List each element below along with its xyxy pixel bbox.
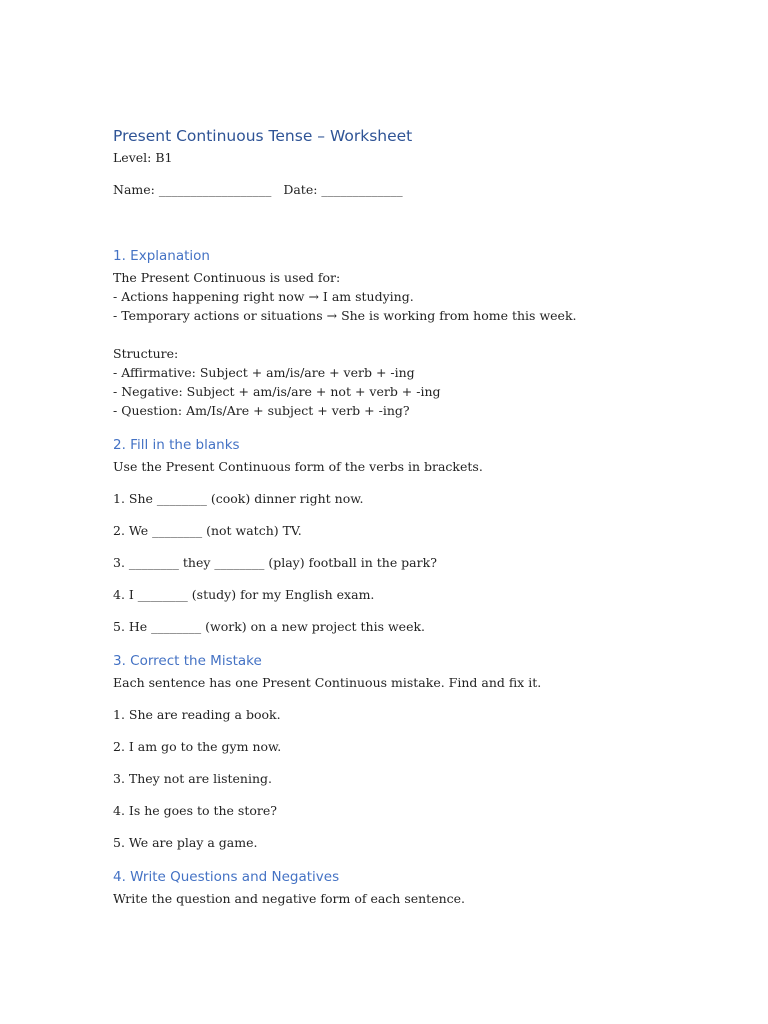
- list-item: 5. He ________ (work) on a new project this week.: [113, 619, 426, 634]
- questions-negatives-instruction: Write the question and negative form of each sentence.: [113, 891, 466, 906]
- explanation-use-2: - Temporary actions or situations → She is working from home this week.: [113, 308, 577, 323]
- list-item: 4. I ________ (study) for my English exam.: [113, 587, 375, 602]
- fill-blanks-instruction: Use the Present Continuous form of the verbs in brackets.: [113, 459, 483, 474]
- structure-negative: - Negative: Subject + am/is/are + not + verb + -ing: [113, 384, 441, 399]
- list-item: 4. Is he goes to the store?: [113, 803, 277, 818]
- explanation-intro: The Present Continuous is used for:: [113, 270, 341, 285]
- section-fill-blanks-heading: 2. Fill in the blanks: [113, 437, 240, 453]
- list-item: 3. They not are listening.: [113, 771, 272, 786]
- list-item: 5. We are play a game.: [113, 835, 258, 850]
- section-correct-mistake-heading: 3. Correct the Mistake: [113, 653, 262, 669]
- list-item: 1. She ________ (cook) dinner right now.: [113, 491, 364, 506]
- date-field-label: Date: _____________: [283, 182, 403, 197]
- list-item: 1. She are reading a book.: [113, 707, 281, 722]
- name-date-line: [113, 182, 403, 198]
- page-title: Present Continuous Tense – Worksheet: [113, 127, 413, 145]
- structure-affirmative: - Affirmative: Subject + am/is/are + verb + -ing: [113, 365, 415, 380]
- section-explanation-heading: 1. Explanation: [113, 248, 210, 264]
- list-item: 3. ________ they ________ (play) football in the park?: [113, 555, 437, 570]
- level-label: Level: B1: [113, 150, 173, 165]
- list-item: 2. We ________ (not watch) TV.: [113, 523, 302, 538]
- list-item: 2. I am go to the gym now.: [113, 739, 282, 754]
- name-field-label: Name: __________________: [113, 182, 272, 197]
- structure-question: - Question: Am/Is/Are + subject + verb + -ing?: [113, 403, 410, 418]
- structure-label: Structure:: [113, 346, 179, 361]
- explanation-use-1: - Actions happening right now → I am studying.: [113, 289, 414, 304]
- correct-mistake-instruction: Each sentence has one Present Continuous mistake. Find and fix it.: [113, 675, 542, 690]
- section-questions-negatives-heading: 4. Write Questions and Negatives: [113, 869, 340, 885]
